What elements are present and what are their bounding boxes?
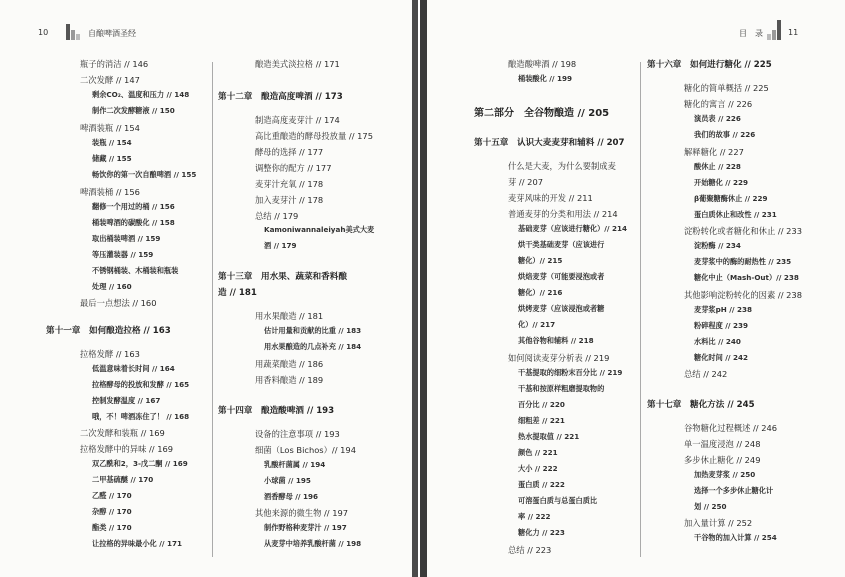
toc-entry: 酵母的选择 // 177 xyxy=(255,147,324,157)
chapter-heading: 造 // 181 xyxy=(218,288,257,298)
toc-subentry: 可溶蛋白质与总蛋白质比 xyxy=(518,496,598,505)
column-divider xyxy=(212,62,213,557)
toc-subentry: 基础麦芽（应该进行糖化）// 214 xyxy=(518,224,628,233)
toc-subentry: 低温意味着长时间 // 164 xyxy=(92,364,175,373)
toc-subentry: 糖化）// 215 xyxy=(518,256,563,265)
toc-entry: 总结 // 223 xyxy=(508,545,552,555)
toc-subentry: 率 // 222 xyxy=(518,512,551,521)
toc-subentry: 化）// 217 xyxy=(518,320,556,329)
toc-subentry: 制作二次发酵糖液 // 150 xyxy=(92,106,175,115)
toc-entry: 什么是大麦，为什么要制成麦 xyxy=(508,161,616,171)
part-heading: 第二部分 全谷物酿造 // 205 xyxy=(474,108,610,119)
book-gutter-shadow xyxy=(412,0,418,577)
chapter-heading: 第十四章 酿造酸啤酒 // 193 xyxy=(218,406,335,416)
toc-subentry: 淀粉酶 // 234 xyxy=(694,241,741,250)
toc-subentry: 酯类 // 170 xyxy=(92,523,132,532)
chapter-heading: 第十七章 糖化方法 // 245 xyxy=(647,400,755,410)
toc-entry: 总结 // 179 xyxy=(255,211,299,221)
toc-subentry: 制作野格种麦芽汁 // 197 xyxy=(264,523,347,532)
toc-entry: 瓶子的消洁 // 146 xyxy=(80,59,149,69)
toc-subentry: 储藏 // 155 xyxy=(92,154,132,163)
toc-entry: 如何阅读麦芽分析表 // 219 xyxy=(508,353,610,363)
left-page xyxy=(0,0,412,577)
toc-subentry: 二甲基硫醚 // 170 xyxy=(92,475,154,484)
header-bars-decoration xyxy=(66,24,80,40)
toc-subentry: 细粗差 // 221 xyxy=(518,416,565,425)
toc-subentry: 桶装酸化 // 199 xyxy=(518,74,573,83)
toc-subentry: 小球菌 // 195 xyxy=(264,476,311,485)
toc-subentry: 划 // 250 xyxy=(694,502,727,511)
toc-entry: 用蔬菜酿造 // 186 xyxy=(255,359,324,369)
toc-subentry: 蛋白质 // 222 xyxy=(518,480,565,489)
toc-subentry: β葡聚糖酶休止 // 229 xyxy=(694,194,768,203)
toc-subentry: 选择一个多步休止糖化计 xyxy=(694,486,774,495)
toc-subentry: 干谷物的加入计算 // 254 xyxy=(694,533,777,542)
toc-subentry: 水料比 // 240 xyxy=(694,337,741,346)
toc-entry: 设备的注意事项 // 193 xyxy=(255,429,340,439)
toc-subentry: 颜色 // 221 xyxy=(518,448,558,457)
toc-subentry: 开始糖化 // 229 xyxy=(694,178,749,187)
toc-entry: 解释糖化 // 227 xyxy=(684,147,744,157)
toc-subentry: 我们的故事 // 226 xyxy=(694,130,756,139)
toc-subentry: 演员表 // 226 xyxy=(694,114,741,123)
toc-subentry: 烘烤麦芽（应该浸泡或者糖 xyxy=(518,304,605,313)
toc-entry: 加入麦芽汁 // 178 xyxy=(255,195,324,205)
toc-subentry: 麦芽浆pH // 238 xyxy=(694,305,752,314)
toc-subentry: 杂醇 // 170 xyxy=(92,507,132,516)
toc-subentry: 从麦芽中培养乳酸杆菌 // 198 xyxy=(264,539,362,548)
toc-entry: 糖化的简单概括 // 225 xyxy=(684,83,769,93)
chapter-heading: 第十六章 如何进行糖化 // 225 xyxy=(647,60,772,70)
right-running-title: 目 录 xyxy=(739,29,763,38)
toc-subentry: 翻修一个用过的桶 // 156 xyxy=(92,202,175,211)
toc-subentry: 麦芽浆中的酶的耐热性 // 235 xyxy=(694,257,792,266)
toc-entry: 拉格发酵 // 163 xyxy=(80,349,140,359)
toc-subentry: 取出桶装啤酒 // 159 xyxy=(92,234,161,243)
toc-subentry: 酒 // 179 xyxy=(264,241,297,250)
toc-subentry: 酒香酵母 // 196 xyxy=(264,492,319,501)
toc-entry: 其他来源的微生物 // 197 xyxy=(255,508,349,518)
toc-subentry: 蛋白质休止和改性 // 231 xyxy=(694,210,777,219)
toc-entry: 麦芽汁充氧 // 178 xyxy=(255,179,324,189)
toc-entry: 酿造酸啤酒 // 198 xyxy=(508,59,577,69)
toc-subentry: 桶装啤酒的碳酸化 // 158 xyxy=(92,218,175,227)
toc-subentry: 糖化）// 216 xyxy=(518,288,563,297)
toc-subentry: 估计用量和贡献的比重 // 183 xyxy=(264,326,362,335)
toc-entry: 高比重酿造的酵母投放量 // 175 xyxy=(255,131,373,141)
book-gutter-edge xyxy=(420,0,427,577)
toc-entry: 细菌（Los Bichos）// 194 xyxy=(255,445,356,455)
toc-subentry: Kamoniwannaleiyah美式大麦 xyxy=(264,225,375,234)
chapter-heading: 第十五章 认识大麦麦芽和辅料 // 207 xyxy=(474,138,625,148)
toc-entry: 淀粉转化或者糖化和休止 // 233 xyxy=(684,226,802,236)
toc-entry: 单一温度浸泡 // 248 xyxy=(684,439,761,449)
toc-subentry: 剩余CO₂、温度和压力 // 148 xyxy=(92,90,190,99)
toc-entry: 调整你的配方 // 177 xyxy=(255,163,332,173)
toc-subentry: 粉碎程度 // 239 xyxy=(694,321,749,330)
toc-subentry: 处理 // 160 xyxy=(92,282,132,291)
toc-entry: 麦芽风味的开发 // 211 xyxy=(508,193,593,203)
toc-subentry: 干基和按原样粗磨提取物的 xyxy=(518,384,605,393)
toc-entry: 制造高度麦芽汁 // 174 xyxy=(255,115,340,125)
toc-subentry: 乳酸杆菌属 // 194 xyxy=(264,460,326,469)
toc-entry: 最后一点想法 // 160 xyxy=(80,298,157,308)
toc-subentry: 百分比 // 220 xyxy=(518,400,565,409)
header-bars-decoration xyxy=(767,20,781,40)
toc-entry: 其他影响淀粉转化的因素 // 238 xyxy=(684,290,802,300)
left-running-title: 自酿啤酒圣经 xyxy=(88,29,136,38)
toc-subentry: 不锈钢桶装、木桶装和瓶装 xyxy=(92,266,179,275)
toc-entry: 啤酒装瓶 // 154 xyxy=(80,123,140,133)
toc-subentry: 等压灌装器 // 159 xyxy=(92,250,154,259)
toc-subentry: 双乙酰和2，3-戊二酮 // 169 xyxy=(92,459,188,468)
toc-subentry: 用水果酿造的几点补充 // 184 xyxy=(264,342,362,351)
toc-subentry: 糖化时间 // 242 xyxy=(694,353,749,362)
toc-subentry: 哦，不！啤酒冻住了！ // 168 xyxy=(92,412,190,421)
toc-entry: 用水果酿造 // 181 xyxy=(255,311,324,321)
toc-entry: 用香料酿造 // 189 xyxy=(255,375,324,385)
toc-subentry: 装瓶 // 154 xyxy=(92,138,132,147)
toc-entry: 芽 // 207 xyxy=(508,177,543,187)
toc-entry: 拉格发酵中的异味 // 169 xyxy=(80,444,174,454)
toc-subentry: 其他谷物和辅料 // 218 xyxy=(518,336,594,345)
toc-subentry: 让拉格的异味最小化 // 171 xyxy=(92,539,182,548)
toc-entry: 酿造美式淡拉格 // 171 xyxy=(255,59,340,69)
toc-entry: 啤酒装桶 // 156 xyxy=(80,187,140,197)
toc-subentry: 控制发酵温度 // 167 xyxy=(92,396,161,405)
toc-subentry: 干基提取的细粉末百分比 // 219 xyxy=(518,368,623,377)
toc-subentry: 糖化力 // 223 xyxy=(518,528,565,537)
toc-subentry: 糖化中止（Mash-Out）// 238 xyxy=(694,273,799,282)
chapter-heading: 第十一章 如何酿造拉格 // 163 xyxy=(46,326,171,336)
chapter-heading: 第十三章 用水果、蔬菜和香料酿 xyxy=(218,272,347,282)
toc-subentry: 乙醛 // 170 xyxy=(92,491,132,500)
toc-subentry: 畅饮你的第一次自酿啤酒 // 155 xyxy=(92,170,197,179)
toc-entry: 总结 // 242 xyxy=(684,369,728,379)
toc-entry: 糖化的寓言 // 226 xyxy=(684,99,753,109)
column-divider xyxy=(640,62,641,557)
toc-subentry: 酸休止 // 228 xyxy=(694,162,741,171)
toc-subentry: 热水提取值 // 221 xyxy=(518,432,580,441)
toc-subentry: 大小 // 222 xyxy=(518,464,558,473)
toc-entry: 二次发酵 // 147 xyxy=(80,75,140,85)
toc-entry: 普通麦芽的分类和用法 // 214 xyxy=(508,209,618,219)
chapter-heading: 第十二章 酿造高度啤酒 // 173 xyxy=(218,92,343,102)
right-page-number: 11 xyxy=(788,28,799,37)
toc-entry: 二次发酵和装瓶 // 169 xyxy=(80,428,165,438)
left-page-number: 10 xyxy=(38,28,49,37)
toc-subentry: 烘焙麦芽（可能要浸泡或者 xyxy=(518,272,605,281)
toc-subentry: 拉格酵母的投放和发酵 // 165 xyxy=(92,380,190,389)
toc-entry: 多步休止糖化 // 249 xyxy=(684,455,761,465)
toc-subentry: 加热麦芽浆 // 250 xyxy=(694,470,756,479)
toc-entry: 谷物糖化过程概述 // 246 xyxy=(684,423,778,433)
toc-entry: 加入量计算 // 252 xyxy=(684,518,753,528)
toc-subentry: 烘干类基础麦芽（应该进行 xyxy=(518,240,605,249)
